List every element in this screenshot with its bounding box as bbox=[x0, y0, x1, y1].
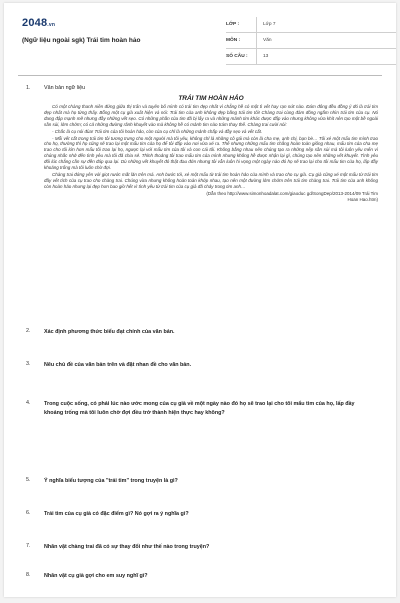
question-number: 2. bbox=[26, 328, 31, 334]
count-label: SỐ CÂU : bbox=[226, 54, 248, 59]
passage-paragraph: - Mỗi vết cắt trong trái tim tôi tương trưng cho một người mà tôi yêu, không chỉ là những cô gái mà còn là cha mẹ, anh chị, bạn bè… Tôi xé một mẩu tim mình trao cho họ, thường thì họ cũng sẽ trao lại một mẩu tim của họ để tôi đắp vào nơi vừa xé ra. Thế nhưng những mẩu tim chẳng hoàn toàn giống nhau, mẩu tim của cha mẹ trao cho tôi lớn hơn mẩu tôi trao lại họ, ngược lại với mẩu tim của tôi và con cái tôi. Không bằng nhau nên chúng tạo ra những nếp sần sùi mà tôi luôn yêu mến vì chúng nhắc nhở đến tình yêu mà tôi đã chia sẻ. Thỉnh thoảng tôi trao mẩu tim của mình nhưng không hề được nhận lại gì, chúng tạo nên những vết khuyết. Tình yêu đôi lúc chẳng cần sự đền đáp qua lại. Dù những vết khuyết đó thật đau đớn nhưng tôi vẫn luôn hi vọng một ngày nào đó họ sẽ trao lại cho tôi mẩu tim của họ, lấp đầy khoảng trống mà tôi luôn chờ đợi. bbox=[44, 135, 378, 171]
question-number: 4. bbox=[26, 400, 31, 406]
question-number: 3. bbox=[26, 361, 31, 367]
question-text: Ý nghĩa biểu tượng của "trái tim" trong truyện là gì? bbox=[44, 478, 178, 484]
question-text: Nhân vật chàng trai đã có sự thay đổi như thế nào trong truyện? bbox=[44, 544, 210, 550]
logo-text: 2048 bbox=[22, 17, 48, 29]
meta-row-subject bbox=[226, 33, 396, 49]
worksheet-page bbox=[4, 3, 396, 597]
question-text: Xác định phương thức biểu đạt chính của văn bản. bbox=[44, 329, 175, 335]
source-line: Hoan Hao.htm) bbox=[347, 196, 378, 202]
question-1 bbox=[26, 85, 378, 203]
question-3 bbox=[26, 361, 374, 370]
question-number: 7. bbox=[26, 543, 31, 549]
class-value: Lớp 7 bbox=[256, 17, 396, 32]
passage-source bbox=[44, 191, 378, 203]
question-text: Nêu chủ đề của văn bản trên và đặt nhan đề cho văn bản. bbox=[44, 362, 192, 368]
passage-paragraph: - Chắc là cụ nói đùa! Trái tim của tôi hoàn hảo, còn của cụ chỉ là những mảnh chắp vá đầy sẹo và vết cắt. bbox=[52, 128, 263, 134]
meta-row-count bbox=[226, 49, 396, 65]
question-5 bbox=[26, 477, 374, 486]
question-number: 1. bbox=[26, 85, 31, 91]
source-line: (Dẫn theo http://www.simonhoadalat.com/giaoduc gd/SongDep/2013-2014/09 Trái Tim bbox=[206, 190, 378, 196]
header-divider bbox=[18, 75, 382, 76]
question-2 bbox=[26, 328, 374, 337]
subject-value: Văn bbox=[256, 33, 396, 48]
question-number: 6. bbox=[26, 510, 31, 516]
class-label: LỚP : bbox=[226, 22, 240, 27]
question-6 bbox=[26, 510, 374, 519]
meta-table bbox=[226, 17, 396, 65]
header bbox=[22, 17, 382, 69]
question-number: 5. bbox=[26, 477, 31, 483]
passage-paragraph: Có một chàng thanh niên đứng giữa thị trấn và tuyên bố mình có trái tim đẹp nhất vì chẳng hề có một tì vết hay rạn nứt nào. Đám đông đều đồng ý đó là trái tim đẹp nhất mà họ từng thấy. Bỗng một cụ già xuất hiện và nói: Trái tim của anh không đẹp bằng trái tim tôi! Chàng trai cùng đám đông ngắm nhìn trái tim của cụ. Nó đang đập mạnh mẽ nhưng đầy những vết sẹo. Có những phần của tim đã bị lấy ra và những mảnh tim khác được đắp vào nhưng không vừa khít nên tạo một bề ngoài sần sùi, lởm chởm; có cả những đường rãnh khuyết vào mà không hề có mảnh tim nào trám thay thế. Chàng trai cười nói: bbox=[44, 104, 378, 127]
meta-row-class bbox=[226, 17, 396, 33]
question-8 bbox=[26, 572, 374, 581]
question-text: Văn bản ngữ liệu bbox=[44, 85, 86, 91]
subject-label: MÔN : bbox=[226, 38, 241, 43]
passage-title: TRÁI TIM HOÀN HẢO bbox=[178, 95, 244, 102]
worksheet-title: (Ngữ liệu ngoài sgk) Trái tim hoàn hảo bbox=[22, 37, 141, 44]
question-text: Nhân vật cụ già gợi cho em suy nghĩ gì? bbox=[44, 573, 148, 579]
question-text: Trái tim của cụ già có đặc điểm gì? Nó gợi ra ý nghĩa gì? bbox=[44, 511, 189, 517]
question-7 bbox=[26, 543, 374, 552]
question-text: Trong cuộc sống, có phải lúc nào ước mong của cụ già về một ngày nào đó họ sẽ trao lại cho tôi mẩu tim của họ, lấp đầy khoảng trống mà tôi luôn chờ đợi đều trở thành hiện thực hay không? bbox=[44, 401, 355, 416]
passage-paragraph: Chàng trai đứng yên với giọt nước mắt lăn trên má. Anh bước tới, xé một mẩu từ trái tim hoàn hảo của mình và trao cho cụ già. Cụ già cũng xé một mẩu từ trái tim đầy vết tích của cụ trao cho chàng trai. Chúng vừa nhưng không hoàn toàn khớp nhau, tạo nên một đường lởm chởm trên trái tim chàng trai. Trái tim của anh không còn hoàn hảo nhưng lại đẹp hơn bao giờ hết vì tình yêu từ trái tim của cụ già đã chảy trong tim anh… bbox=[44, 171, 378, 189]
count-value: 13 bbox=[256, 49, 396, 64]
passage-body bbox=[44, 104, 378, 190]
site-logo[interactable] bbox=[22, 17, 55, 29]
logo-suffix: .vn bbox=[47, 22, 56, 28]
question-4 bbox=[26, 400, 374, 418]
question-number: 8. bbox=[26, 572, 31, 578]
